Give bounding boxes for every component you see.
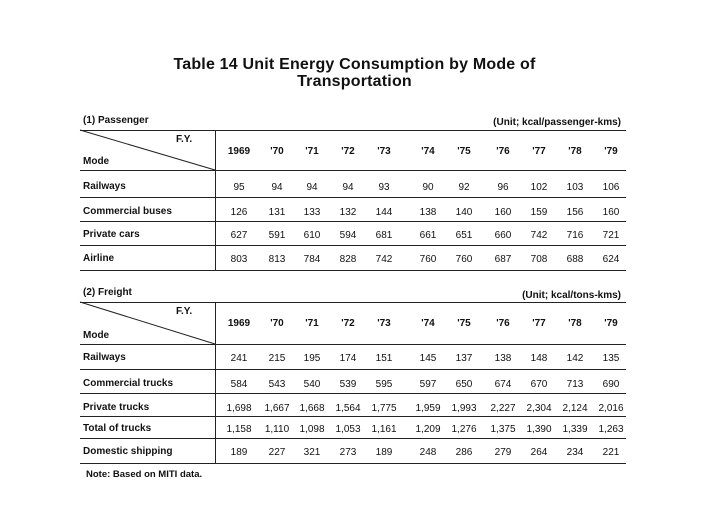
table-cell: 133: [303, 207, 321, 218]
table-cell: 760: [419, 254, 437, 265]
table-cell: 716: [566, 230, 584, 241]
table-cell: 1,667: [264, 403, 290, 414]
year-header: '78: [568, 146, 582, 157]
table-cell: 2,304: [526, 403, 552, 414]
table-cell: 1,161: [371, 424, 397, 435]
year-header: '71: [305, 318, 319, 329]
table-cell: 94: [306, 182, 318, 193]
row-mode-label: Railways: [83, 181, 126, 192]
table-cell: 2,016: [598, 403, 624, 414]
passenger-bottom-rule: [80, 270, 626, 271]
table-cell: 189: [375, 447, 393, 458]
passenger-row-rule: [80, 197, 626, 198]
freight-section-label: (2) Freight: [83, 287, 132, 298]
passenger-row-rule: [80, 245, 626, 246]
table-cell: 539: [339, 379, 357, 390]
table-cell: 1,668: [299, 403, 325, 414]
table-cell: 140: [455, 207, 473, 218]
table-cell: 321: [303, 447, 321, 458]
table-cell: 1,698: [226, 403, 252, 414]
table-cell: 650: [455, 379, 473, 390]
table-cell: 234: [566, 447, 584, 458]
table-cell: 137: [455, 353, 473, 364]
table-cell: 742: [375, 254, 393, 265]
table-cell: 1,775: [371, 403, 397, 414]
passenger-fy-label: F.Y.: [176, 134, 193, 145]
table-cell: 540: [303, 379, 321, 390]
table-cell: 138: [419, 207, 437, 218]
passenger-unit-label: (Unit; kcal/passenger-kms): [493, 117, 621, 128]
table-cell: 595: [375, 379, 393, 390]
table-cell: 627: [230, 230, 248, 241]
table-cell: 760: [455, 254, 473, 265]
table-cell: 784: [303, 254, 321, 265]
table-cell: 828: [339, 254, 357, 265]
freight-row-rule: [80, 416, 626, 417]
table-cell: 2,124: [562, 403, 588, 414]
table-cell: 92: [458, 182, 470, 193]
table-cell: 674: [494, 379, 512, 390]
year-header: '78: [568, 318, 582, 329]
year-header: '71: [305, 146, 319, 157]
table-cell: 126: [230, 207, 248, 218]
passenger-mode-divider: [215, 130, 216, 270]
table-cell: 160: [494, 207, 512, 218]
table-cell: 279: [494, 447, 512, 458]
row-mode-label: Commercial trucks: [83, 378, 174, 389]
table-cell: 543: [268, 379, 286, 390]
row-mode-label: Commercial buses: [83, 206, 172, 217]
year-header: '70: [270, 146, 284, 157]
table-cell: 215: [268, 353, 286, 364]
table-cell: 156: [566, 207, 584, 218]
year-header: '70: [270, 318, 284, 329]
table-cell: 1,053: [335, 424, 361, 435]
row-mode-label: Private trucks: [83, 402, 150, 413]
table-cell: 690: [602, 379, 620, 390]
year-header: 1969: [227, 318, 251, 329]
table-cell: 264: [530, 447, 548, 458]
title-line-2: Transportation: [297, 73, 412, 90]
table-cell: 670: [530, 379, 548, 390]
table-cell: 1,098: [299, 424, 325, 435]
table-cell: 661: [419, 230, 437, 241]
table-cell: 135: [602, 353, 620, 364]
table-cell: 1,375: [490, 424, 516, 435]
year-header: '75: [457, 146, 471, 157]
table-cell: 96: [497, 182, 509, 193]
table-cell: 742: [530, 230, 548, 241]
table-cell: 144: [375, 207, 393, 218]
table-cell: 95: [233, 182, 245, 193]
table-cell: 151: [375, 353, 393, 364]
freight-row-rule: [80, 393, 626, 394]
table-cell: 138: [494, 353, 512, 364]
row-mode-label: Domestic shipping: [83, 446, 173, 457]
table-cell: 102: [530, 182, 548, 193]
table-cell: 1,158: [226, 424, 252, 435]
passenger-row-rule: [80, 221, 626, 222]
table-cell: 131: [268, 207, 286, 218]
table-cell: 584: [230, 379, 248, 390]
year-header: '73: [377, 146, 391, 157]
table-cell: 132: [339, 207, 357, 218]
table-cell: 803: [230, 254, 248, 265]
year-header: '77: [532, 318, 546, 329]
table-cell: 1,263: [598, 424, 624, 435]
year-header: '72: [341, 146, 355, 157]
table-cell: 174: [339, 353, 357, 364]
year-header: '77: [532, 146, 546, 157]
table-cell: 687: [494, 254, 512, 265]
table-note: Note: Based on MITI data.: [86, 469, 203, 480]
table-cell: 2,227: [490, 403, 516, 414]
freight-header-rule: [80, 344, 626, 345]
year-header: '74: [421, 318, 435, 329]
title-line-1: Table 14 Unit Energy Consumption by Mode of: [173, 56, 536, 73]
table-cell: 1,959: [415, 403, 441, 414]
table-cell: 103: [566, 182, 584, 193]
passenger-mode-label: Mode: [83, 156, 110, 167]
table-cell: 681: [375, 230, 393, 241]
table-cell: 597: [419, 379, 437, 390]
table-cell: 713: [566, 379, 584, 390]
table-cell: 813: [268, 254, 286, 265]
table-cell: 610: [303, 230, 321, 241]
year-header: 1969: [227, 146, 251, 157]
table-cell: 1,110: [264, 424, 290, 435]
table-cell: 90: [422, 182, 434, 193]
table-cell: 688: [566, 254, 584, 265]
table-cell: 721: [602, 230, 620, 241]
freight-fy-label: F.Y.: [176, 306, 193, 317]
table-cell: 660: [494, 230, 512, 241]
table-cell: 273: [339, 447, 357, 458]
table-cell: 1,339: [562, 424, 588, 435]
table-cell: 248: [419, 447, 437, 458]
year-header: '76: [496, 318, 510, 329]
table-cell: 594: [339, 230, 357, 241]
year-header: '73: [377, 318, 391, 329]
passenger-section-label: (1) Passenger: [83, 115, 149, 126]
table-cell: 93: [378, 182, 390, 193]
table-cell: 1,209: [415, 424, 441, 435]
table-cell: 286: [455, 447, 473, 458]
table-cell: 651: [455, 230, 473, 241]
table-cell: 591: [268, 230, 286, 241]
table-cell: 241: [230, 353, 248, 364]
table-cell: 106: [602, 182, 620, 193]
year-header: '79: [604, 318, 618, 329]
year-header: '75: [457, 318, 471, 329]
table-cell: 159: [530, 207, 548, 218]
table-cell: 94: [271, 182, 283, 193]
year-header: '79: [604, 146, 618, 157]
table-cell: 708: [530, 254, 548, 265]
row-mode-label: Total of trucks: [83, 423, 152, 434]
year-header: '74: [421, 146, 435, 157]
freight-bottom-rule: [80, 463, 626, 464]
table-cell: 227: [268, 447, 286, 458]
year-header: '72: [341, 318, 355, 329]
table-cell: 1,276: [451, 424, 477, 435]
row-mode-label: Railways: [83, 352, 126, 363]
freight-unit-label: (Unit; kcal/tons-kms): [522, 290, 621, 301]
table-cell: 189: [230, 447, 248, 458]
table-cell: 1,564: [335, 403, 361, 414]
table-cell: 1,390: [526, 424, 552, 435]
freight-row-rule: [80, 438, 626, 439]
row-mode-label: Airline: [83, 253, 115, 264]
table-cell: 160: [602, 207, 620, 218]
table-cell: 1,993: [451, 403, 477, 414]
freight-row-rule: [80, 369, 626, 370]
freight-mode-label: Mode: [83, 330, 110, 341]
table-cell: 221: [602, 447, 620, 458]
table-cell: 94: [342, 182, 354, 193]
table-cell: 142: [566, 353, 584, 364]
passenger-header-rule: [80, 170, 626, 171]
year-header: '76: [496, 146, 510, 157]
table-cell: 145: [419, 353, 437, 364]
table-cell: 195: [303, 353, 321, 364]
table-cell: 624: [602, 254, 620, 265]
row-mode-label: Private cars: [83, 229, 140, 240]
table-cell: 148: [530, 353, 548, 364]
